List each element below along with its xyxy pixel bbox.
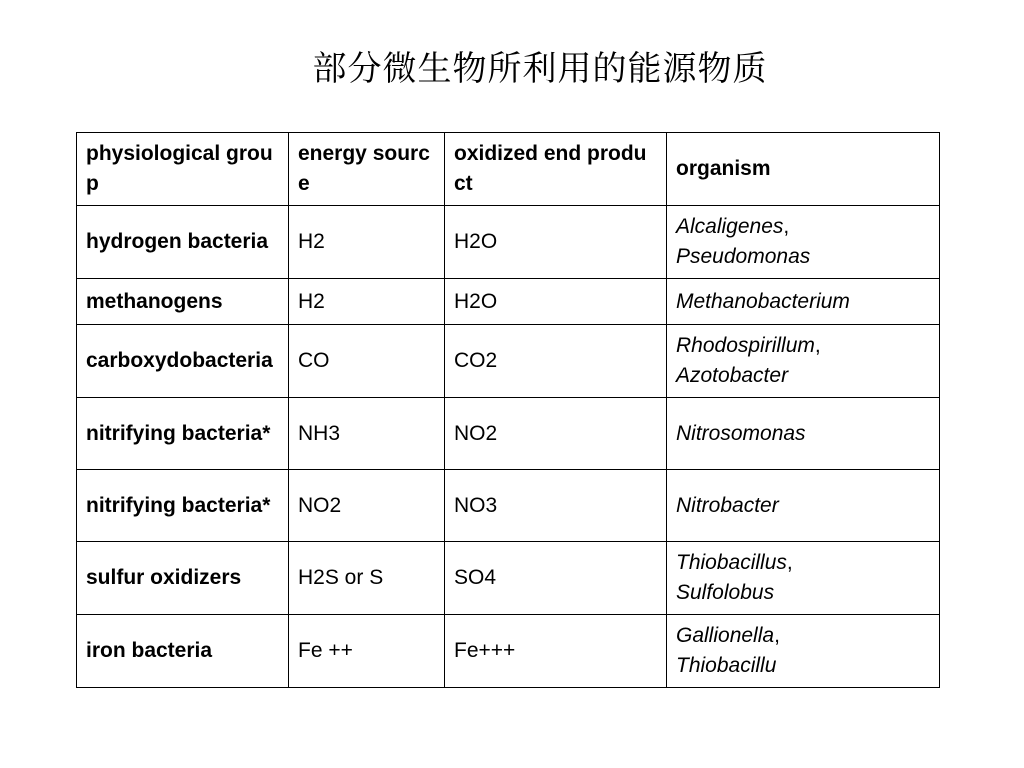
organism-cell xyxy=(667,206,940,279)
table-row xyxy=(77,398,940,470)
end-product-cell: NO3 xyxy=(445,470,667,542)
organism-separator: , xyxy=(783,215,790,238)
energy-source-cell: H2 xyxy=(289,206,445,279)
energy-source-cell: H2 xyxy=(289,279,445,325)
energy-source-cell: H2S or S xyxy=(289,542,445,615)
group-cell: methanogens xyxy=(77,279,289,325)
end-product-cell: CO2 xyxy=(445,325,667,398)
group-cell: iron bacteria xyxy=(77,615,289,688)
end-product-cell: H2O xyxy=(445,279,667,325)
table-row xyxy=(77,470,940,542)
organism-separator: , xyxy=(786,551,793,574)
group-cell: hydrogen bacteria xyxy=(77,206,289,279)
end-product-cell: H2O xyxy=(445,206,667,279)
energy-source-cell: Fe ++ xyxy=(289,615,445,688)
table-row xyxy=(77,615,940,688)
table-row xyxy=(77,325,940,398)
energy-source-cell: NO2 xyxy=(289,470,445,542)
organism-name: Alcaligenes xyxy=(676,215,784,238)
organism-name: Azotobacter xyxy=(676,364,789,387)
organism-name: Rhodospirillum xyxy=(676,334,815,357)
table-row xyxy=(77,206,940,279)
organism-cell xyxy=(667,615,940,688)
organism-cell xyxy=(667,542,940,615)
header-energy-source: energy source xyxy=(289,133,445,206)
end-product-cell: Fe+++ xyxy=(445,615,667,688)
organism-name: Gallionella xyxy=(676,624,775,647)
group-cell: nitrifying bacteria* xyxy=(77,470,289,542)
table-row xyxy=(77,279,940,325)
organism-name: Thiobacillus xyxy=(676,551,787,574)
header-physiological-group: physiological group xyxy=(77,133,289,206)
organism-name: Thiobacillu xyxy=(676,654,777,677)
end-product-cell: SO4 xyxy=(445,542,667,615)
organism-cell xyxy=(667,398,940,470)
organism-separator: , xyxy=(774,624,780,647)
end-product-cell: NO2 xyxy=(445,398,667,470)
slide-title: 部分微生物所利用的能源物质 xyxy=(312,49,768,89)
organism-name: Methanobacterium xyxy=(676,289,850,313)
organism-name: Sulfolobus xyxy=(676,581,775,604)
organism-name: Nitrobacter xyxy=(676,493,779,517)
organism-separator: , xyxy=(814,334,821,357)
table-header-row xyxy=(77,133,940,206)
group-cell: carboxydobacteria xyxy=(77,325,289,398)
organism-cell xyxy=(667,279,940,325)
energy-source-table xyxy=(76,132,940,688)
energy-source-cell: CO xyxy=(289,325,445,398)
header-organism: organism xyxy=(667,133,940,206)
organism-name: Pseudomonas xyxy=(676,245,811,268)
energy-source-cell: NH3 xyxy=(289,398,445,470)
organism-cell xyxy=(667,470,940,542)
table-row xyxy=(77,542,940,615)
group-cell: nitrifying bacteria* xyxy=(77,398,289,470)
group-cell: sulfur oxidizers xyxy=(77,542,289,615)
organism-cell xyxy=(667,325,940,398)
header-oxidized-end-product: oxidized end product xyxy=(445,133,667,206)
organism-name: Nitrosomonas xyxy=(676,421,806,445)
